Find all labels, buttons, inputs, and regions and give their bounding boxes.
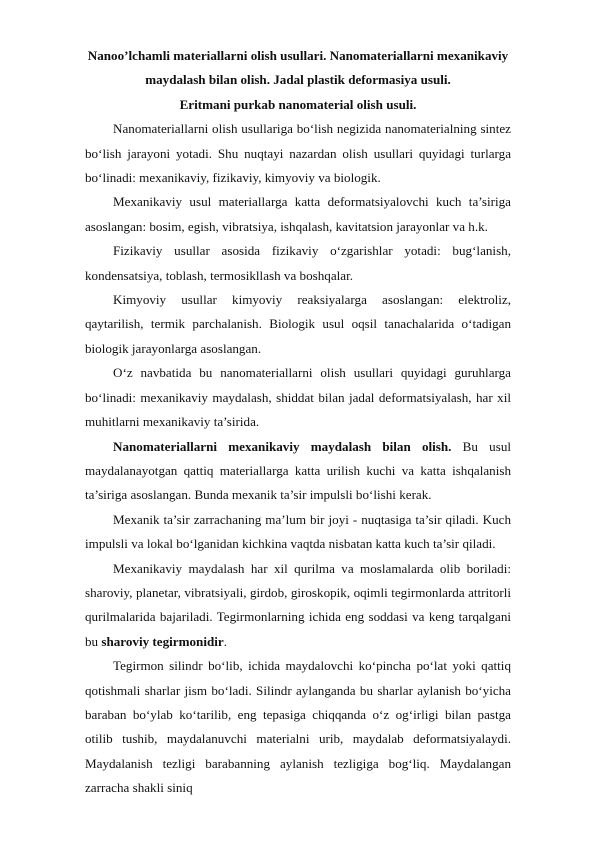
paragraph-ball-mill: Tegirmon silindr bo‘lib, ichida maydalovchi ko‘pincha po‘lat yoki qattiq qotishmali sharlar jism bo‘ladi. Silindr aylanganda bu sharlar aylanish bo‘yicha baraban bo‘ylab ko‘tarilib, eng tepasiga chiqqanda o‘z og‘irligi bilan pastga otilib tushib, maydalanuvchi materialni urib, maydalab deformatsiyalaydi. Maydalanish tezligi barabanning aylanish tezligiga bog‘liq. Maydalangan zarracha shakli siniq [85,658,511,796]
document-page [85,44,511,801]
document-title [85,44,511,93]
paragraph-chemical-biological: Kimyoviy usullar kimyoviy reaksiyalarga asoslangan: elektroliz, qaytarilish, termik parchalanish. Biologik usul oqsil tanachalarida o‘tadigan biologik jarayonlarga asoslangan. [85,292,511,356]
paragraph-impulse: Mexanik ta’sir zarrachaning ma’lum bir joyi - nuqtasiga ta’sir qiladi. Kuch impulsli va lokal bo‘lganidan kichkina vaqtda nisbatan katta kuch ta’sir qiladi. [85,511,511,552]
section-heading-mechanical-grinding: Nanomateriallarni mexanikaviy maydalash bilan olish. [113,438,452,454]
paragraph-classification: Nanomateriallarni olish usullariga bo‘lish negizida nanomaterialning sintez bo‘lish jarayoni yotadi. Shu nuqtayi nazardan olish usullari quyidagi turlarga bo‘linadi: mexanikaviy, fizikaviy, kimyoviy va biologik. [85,121,511,186]
emphasis-ball-mill: sharoviy tegirmonidir [101,633,224,649]
paragraph-text: Bu usul maydalanayotgan qattiq materiallarga katta urilish kuchi va katta ishqalanish ta’siriga asoslangan. Bunda mexanik ta’sir impulsli bo‘lishi kerak. [85,438,512,503]
document-subtitle: Eritmani purkab nanomaterial olish usuli. [179,96,417,112]
paragraph-mills [85,557,511,655]
paragraph-end: . [223,633,227,649]
paragraph-mechanical-grinding [85,435,511,508]
paragraph-text: Mexanikaviy maydalash har xil qurilma va moslamalarda olib boriladi: sharoviy, planetar, vibratsiyali, girdob, giroskopik, oqimli tegirmonlarda attritorli qurilmalarida bajariladi. Tegirmonlarning ichida eng soddasi va keng tarqalgani bu [85,560,511,649]
paragraph-physical: Fizikaviy usullar asosida fizikaviy o‘zgarishlar yotadi: bug‘lanish, kondensatsiya, toblash, termosikllash va boshqalar. [85,243,511,283]
title-line-2: maydalash bilan olish. Jadal plastik deformasiya usuli. [145,72,451,88]
paragraph-mechanical: Mexanikaviy usul materiallarga katta deformatsiyalovchi kuch ta’siriga asoslangan: bosim, egish, vibratsiya, ishqalash, kavitatsion jarayonlar va h.k. [85,194,511,234]
title-line-1: Nanoo’lchamli materiallarni olish usullari. Nanomateriallarni mexanikaviy [87,48,509,63]
paragraph-groups: O‘z navbatida bu nanomateriallarni olish usullari quyidagi guruhlarga bo‘linadi: mexanikaviy maydalash, shiddat bilan jadal deformatsiyalash, har xil muhitlarni mexanikaviy ta’sirida. [85,365,511,430]
